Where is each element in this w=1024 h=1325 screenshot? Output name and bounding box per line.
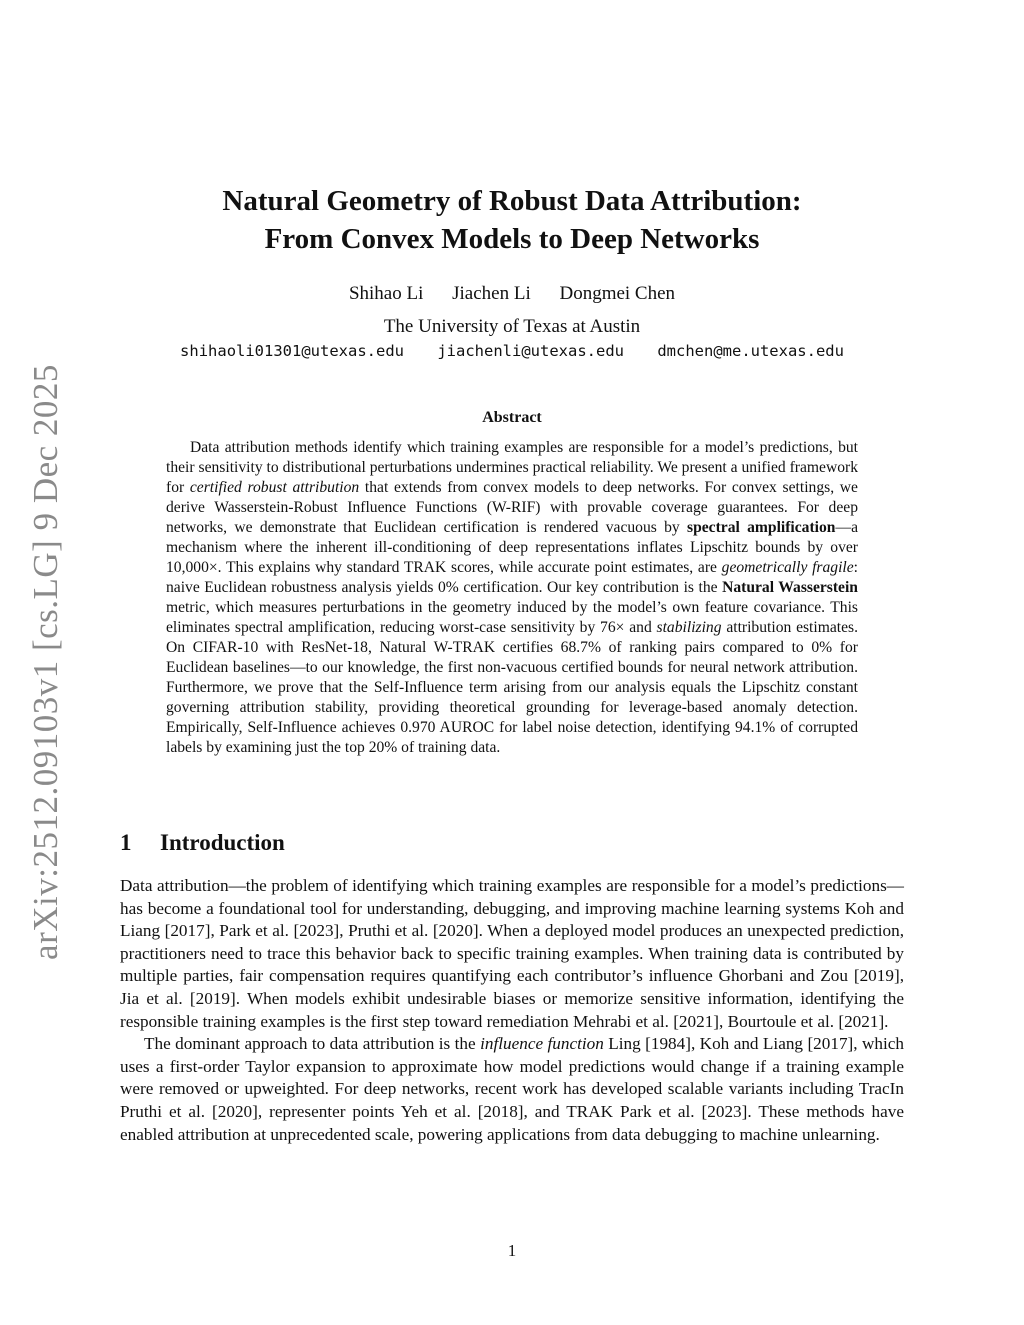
abstract-strong: Natural Wasserstein bbox=[722, 579, 858, 596]
author-email: dmchen@me.utexas.edu bbox=[657, 342, 844, 360]
section-heading-introduction bbox=[120, 828, 285, 858]
paragraph-text: The dominant approach to data attribution is the bbox=[144, 1034, 481, 1054]
section-title: Introduction bbox=[160, 830, 285, 855]
abstract-body bbox=[166, 438, 858, 758]
email-list bbox=[120, 340, 904, 362]
abstract-heading: Abstract bbox=[482, 409, 542, 426]
page-number: 1 bbox=[507, 1241, 517, 1260]
section-number: 1 bbox=[120, 830, 132, 855]
abstract-text: : naive Euclidean robustness analysis yields 0% certification. Our key contribution is the bbox=[166, 559, 858, 596]
paragraph-emphasis: influence function bbox=[480, 1034, 604, 1054]
introduction-body bbox=[120, 875, 904, 1146]
abstract-strong: spectral amplification bbox=[687, 519, 836, 536]
author-name: Jiachen Li bbox=[452, 283, 531, 304]
affiliation: The University of Texas at Austin bbox=[383, 316, 641, 337]
arxiv-identifier-stamp: arXiv:2512.09103v1 [cs.LG] 9 Dec 2025 bbox=[26, 364, 65, 960]
abstract-emphasis: geometrically fragile bbox=[721, 559, 854, 576]
abstract-text: —a mechanism where the inherent ill-conditioning of deep representations inflates Lipschitz bounds by over 10,000×. This explains why standard TRAK scores, while accurate point estimates, are bbox=[166, 519, 858, 576]
author-email: jiachenli@utexas.edu bbox=[437, 342, 624, 360]
author-email: shihaoli01301@utexas.edu bbox=[180, 342, 404, 360]
author-name: Dongmei Chen bbox=[559, 283, 676, 304]
abstract-text: that extends from convex models to deep networks. For convex settings, we derive Wasserstein-Robust Influence Functions (W-RIF) with provable coverage guarantees. For deep networks, we demonstrate that Euclidean certification is rendered vacuous by bbox=[166, 479, 858, 536]
abstract-emphasis: stabilizing bbox=[656, 619, 722, 636]
paragraph bbox=[120, 1033, 904, 1146]
author-name: Shihao Li bbox=[348, 283, 424, 304]
abstract-text: attribution estimates. On CIFAR-10 with ResNet-18, Natural W-TRAK certifies 68.7% of ranking pairs compared to 0% for Euclidean baselines—to our knowledge, the first non-vacuous certified bounds for neural network attribution. Furthermore, we prove that the Self-Influence term arising from our analysis equals the Lipschitz constant governing attribution stability, providing theoretical grounding for leverage-based anomaly detection. Empirically, Self-Influence achieves 0.970 AUROC for label noise detection, identifying 94.1% of corrupted labels by examining just the top 20% of training data. bbox=[166, 619, 858, 756]
abstract-text: metric, which measures perturbations in the geometry induced by the model’s own feature covariance. This eliminates spectral amplification, reducing worst-case sensitivity by 76× and bbox=[166, 599, 858, 636]
title-line-2: From Convex Models to Deep Networks bbox=[264, 223, 760, 255]
author-list bbox=[120, 282, 904, 306]
abstract-text: Data attribution methods identify which training examples are responsible for a model’s predictions, but their sensitivity to distributional perturbations undermines practical reliability. We present a unified framework for bbox=[166, 439, 858, 496]
paragraph-text: Ling [1984], Koh and Liang [2017], which uses a first-order Taylor expansion to approximate how model predictions would change if a training example were removed or upweighted. For deep networks, recent work has developed scalable variants including TracIn Pruthi et al. [2020], representer points Yeh et al. [2018], and TRAK Park et al. [2023]. These methods have enabled attribution at unprecedented scale, powering applications from data debugging to machine unlearning. bbox=[120, 1034, 904, 1144]
paragraph: Data attribution—the problem of identifying which training examples are responsible for a model’s predictions—has become a foundational tool for understanding, debugging, and improving machine learning systems Koh and Liang [2017], Park et al. [2023], Pruthi et al. [2020]. When a deployed model produces an unexpected prediction, practitioners need to trace this behavior back to specific training examples. When training data is contributed by multiple parties, fair compensation requires quantifying each contributor’s influence Ghorbani and Zou [2019], Jia et al. [2019]. When models exhibit undesirable biases or memorize sensitive information, identifying the responsible training examples is the first step toward remediation Mehrabi et al. [2021], Bourtoule et al. [2021]. bbox=[120, 876, 904, 1031]
abstract-emphasis: certified robust attribution bbox=[189, 479, 360, 496]
paper-title bbox=[120, 182, 904, 258]
title-line-1: Natural Geometry of Robust Data Attribution: bbox=[222, 185, 802, 217]
